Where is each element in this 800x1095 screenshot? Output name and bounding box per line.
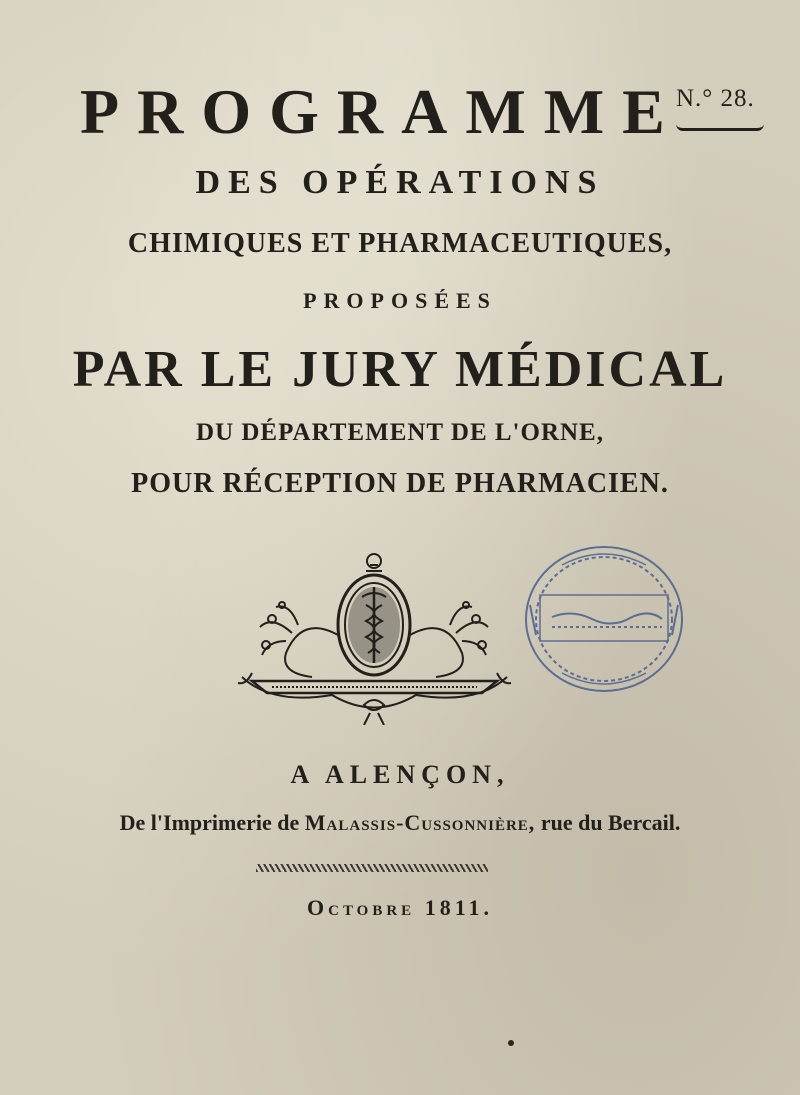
imprint-city: A ALENÇON, [290,760,510,789]
subtitle-line-5: DU DÉPARTEMENT DE L'ORNE, [196,419,604,446]
printer-suffix: rue du Bercail. [540,810,681,835]
subtitle-line-4: PAR LE JURY MÉDICAL [72,341,728,398]
subtitle-line-6: POUR RÉCEPTION DE PHARMACIEN. [131,468,669,499]
decorative-rule [256,864,488,872]
library-stamp-icon [512,535,692,705]
imprint-printer [0,812,800,834]
imprint-date: Octobre 1811. [307,895,493,920]
number-underline [676,124,764,131]
subtitle-line-2: CHIMIQUES ET PHARMACEUTIQUES, [127,228,673,259]
subtitle-line-3: PROPOSÉES [303,288,497,313]
document-number: N.° 28. [676,85,755,112]
page-title: PROGRAMME [80,76,683,147]
subtitle-line-1: DES OPÉRATIONS [195,164,605,201]
printer-prefix: De l'Imprimerie de [119,810,300,835]
printer-name: Malassis-Cussonnière, [304,810,536,835]
caduceus-ornament-icon [232,545,517,725]
ink-speck [508,1040,514,1046]
